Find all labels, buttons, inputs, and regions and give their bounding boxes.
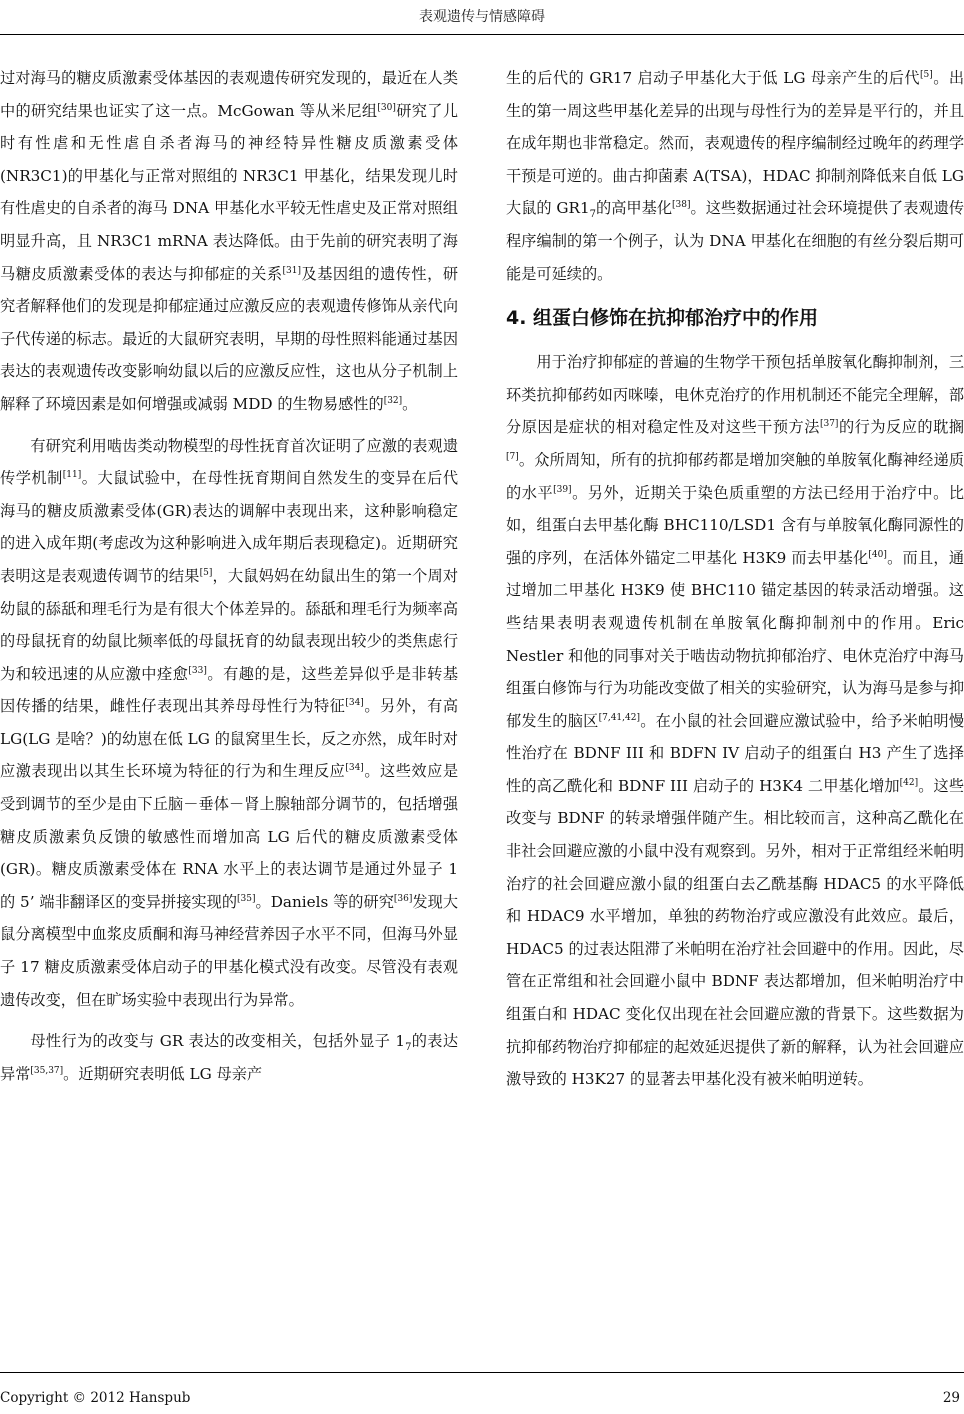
page-number: 29 xyxy=(942,1390,960,1406)
subscript: 7 xyxy=(589,209,597,221)
citation: [30] xyxy=(377,102,396,113)
copyright-notice: Copyright © 2012 Hanspub xyxy=(0,1390,191,1406)
citation: [35,37] xyxy=(30,1065,64,1076)
citation: [40] xyxy=(868,549,887,560)
citation: [36] xyxy=(393,893,413,904)
citation: [31] xyxy=(282,265,302,276)
section-heading: 4. 组蛋白修饰在抗抑郁治疗中的作用 xyxy=(506,307,819,330)
body-paragraph: 母性行为的改变与 GR 表达的改变相关，包括外显子 $1_7$的表达异常[35,37]。近期研究表明低 LG 母亲产 xyxy=(0,1032,459,1083)
citation: [38] xyxy=(672,200,691,211)
body-paragraph: 生的后代的 GR17 启动子甲基化大于低 LG 母亲产生的后代[5]。出生的第一周这些甲基化差异的出现与母性行为的差异是平行的，并且在成年期也非常稳定。然而，表观遗传的程序编制经过晚年的药理学干预是可逆的。曲古抑菌素 A(TSA)，HDAC 抑制剂降低来自低 LG 大鼠的 $GR1_7$的高甲基化[38]。这些数据通过社会环境提供了表观遗传程序编制的第一个例子，认为 DNA 甲基化在细胞的有丝分裂后期可能是可延续的。 xyxy=(506,69,964,283)
citation: [5] xyxy=(920,69,933,80)
citation: [35] xyxy=(237,893,256,904)
left-column xyxy=(0,62,458,1090)
footer-rule xyxy=(0,1372,964,1373)
right-column xyxy=(506,62,964,1096)
body-paragraph: 过对海马的糖皮质激素受体基因的表观遗传研究发现的，最近在人类中的研究结果也证实了这一点。McGowan 等从米尼组[30]研究了儿时有性虐和无性虐自杀者海马的神经特异性糖皮质激素受体(NR3C1)的甲基化与正常对照组的 NR3C1 甲基化，结果发现儿时有性虐史的自杀者的海马 DNA 甲基化水平较无性虐史及正常对照组明显升高，且 NR3C1 mRNA 表达降低。由于先前的研究表明了海马糖皮质激素受体的表达与抑郁症的关系[31]及基因组的遗传性，研究者解释他们的发现是抑郁症通过应激反应的表观遗传修饰从亲代向子代传递的标志。最近的大鼠研究表明，早期的母性照料能通过基因表达的表观遗传改变影响幼鼠以后的应激反应性，这也从分子机制上解释了环境因素是如何增强或减弱 MDD 的生物易感性的[32]。 xyxy=(0,69,459,413)
citation: [11] xyxy=(62,470,82,481)
body-paragraph: 有研究利用啮齿类动物模型的母性抚育首次证明了应激的表观遗传学机制[11]。大鼠试验中，在母性抚育期间自然发生的变异在后代海马的糖皮质激素受体(GR)表达的调解中表现出来，这种影响稳定的进入成年期(考虑改为这种影响进入成年期后表现稳定)。近期研究表明这是表观遗传调节的结果[5]，大鼠妈妈在幼鼠出生的第一个周对幼鼠的舔舐和理毛行为是有很大个体差异的。舔舐和理毛行为频率高的母鼠抚育的幼鼠比频率低的母鼠抚育的幼鼠表现出较少的类焦虑行为和较迅速的从应激中痊愈[33]。有趣的是，这些差异似乎是非转基因传播的结果，雌性仔表现出其养母母性行为特征[34]。另外，有高 LG(LG 是啥？)的幼崽在低 LG 的鼠窝里生长，反之亦然，成年时对应激表现出以其生长环境为特征的行为和生理反应[34]。这些效应是受到调节的至少是由下丘脑－垂体－肾上腺轴部分调节的，包括增强糖皮质激素负反馈的敏感性而增加高 LG 后代的糖皮质激素受体(GR)。糖皮质激素受体在 RNA 水平上的表达调节是通过外显子 1 的 5’ 端非翻译区的变异拼接实现的[35]。Daniels 等的研究[36]发现大鼠分离模型中血浆皮质酮和海马神经营养因子水平不同，但海马外显子 17 糖皮质激素受体启动子的甲基化模式没有改变。尽管没有表观遗传改变，但在旷场实验中表现出行为异常。 xyxy=(0,436,459,1009)
citation: [37] xyxy=(819,419,839,430)
citation: [39] xyxy=(553,484,572,495)
citation: [32] xyxy=(383,395,403,406)
header-rule xyxy=(0,34,964,35)
subscript: 7 xyxy=(405,1042,412,1054)
citation: [33] xyxy=(188,665,207,676)
citation: [34] xyxy=(345,698,364,709)
citation: [7] xyxy=(506,451,519,462)
citation: [34] xyxy=(345,763,364,774)
body-paragraph: 用于治疗抑郁症的普遍的生物学干预包括单胺氧化酶抑制剂，三环类抗抑郁药如丙咪嗪，电休克治疗的作用机制还不能完全理解，部分原因是症状的相对稳定性及对这些干预方法[37]的行为反应的耽搁[7]。众所周知，所有的抗抑郁药都是增加突触的单胺氧化酶神经递质的水平[39]。另外，近期关于染色质重塑的方法已经用于治疗中。比如，组蛋白去甲基化酶 BHC110/LSD1 含有与单胺氧化酶同源性的强的序列，在活体外锚定二甲基化 H3K9 而去甲基化[40]。而且，通过增加二甲基化 H3K9 使 BHC110 锚定基因的转录活动增强。这些结果表明表观遗传机制在单胺氧化酶抑制剂中的作用。Eric Nestler 和他的同事对关于啮齿动物抗抑郁治疗、电休克治疗中海马组蛋白修饰与行为功能改变做了相关的实验研究，认为海马是参与抑郁发生的脑区[7,41,42]。在小鼠的社会回避应激试验中，给予米帕明慢性治疗在 BDNF III 和 BDFN IV 启动子的组蛋白 H3 产生了选择性的高乙酰化和 BDNF III 启动子的 H3K4 二甲基化增加[42]。这些改变与 BDNF 的转录增强伴随产生。相比较而言，这种高乙酰化在非社会回避应激的小鼠中没有观察到。另外，相对于正常组经米帕明治疗的社会回避应激小鼠的组蛋白去乙酰基酶 HDAC5 的水平降低和 HDAC9 水平增加，单独的药物治疗或应激没有此效应。最后，HDAC5 的过表达阻滞了米帕明在治疗社会回避中的作用。因此，尽管在正常组和社会回避小鼠中 BDNF 表达都增加，但米帕明治疗中组蛋白和 HDAC 变化仅出现在社会回避应激的背景下。这些数据为抗抑郁药物治疗抑郁症的起效延迟提供了新的解释，认为社会回避应激导致的 H3K27 的显著去甲基化没有被米帕明逆转。 xyxy=(506,353,964,1089)
citation: [7,41,42] xyxy=(598,712,640,723)
citation: [5] xyxy=(199,567,213,578)
running-header: 表观遗传与情感障碍 xyxy=(419,9,545,25)
citation: [42] xyxy=(899,777,919,788)
